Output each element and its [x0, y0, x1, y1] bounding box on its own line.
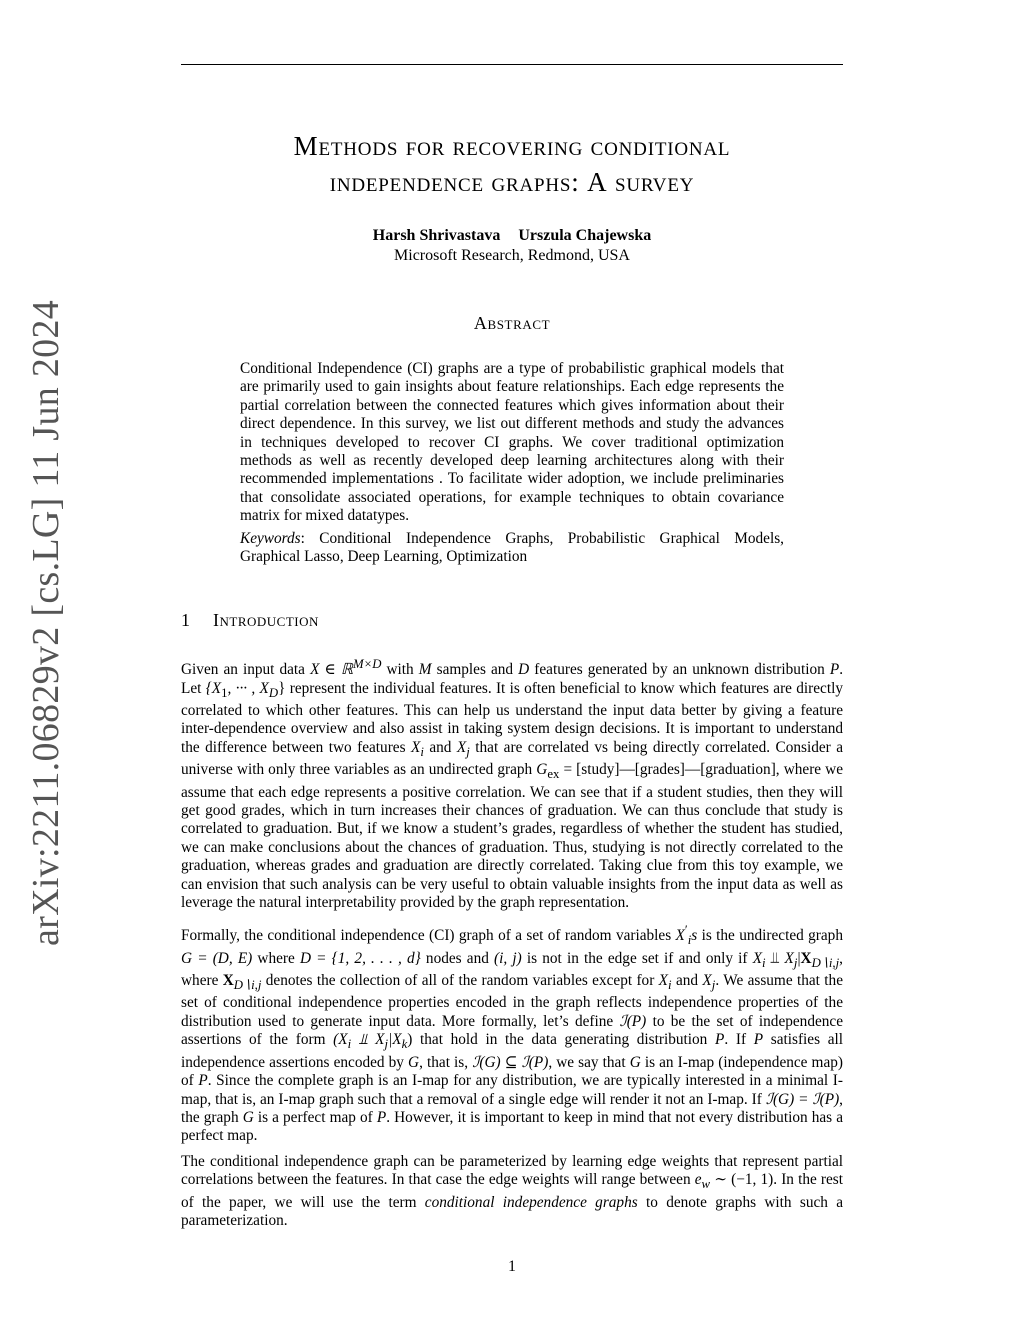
arxiv-stamp: arXiv:2211.06829v2 [cs.LG] 11 Jun 2024 [25, 299, 67, 946]
author-block [181, 226, 843, 266]
paragraph-intro-3: The conditional independence graph can be parameterized by learning edge weights that represent partial correlations between the features. In that case the edge weights will range between $e_w$ ∼ (−1, 1). In the rest of the paper, we will use the term conditional independence graphs to denote graphs with such a parameterization. [181, 1153, 843, 1230]
title-line-2: independence graphs: A survey [329, 167, 695, 197]
section-heading: 1 Introduction [181, 610, 319, 630]
author-name: Harsh Shrivastava [372, 227, 501, 244]
paragraph-intro-1: Given an input data X ∈ ℝ$^{M\times D}$ with M samples and D features generated by an unknown distribution P. Let {$X_1$, ··· , $X_D$} represent the individual features. It is often beneficial to know which features are directly correlated to which other features. This can help us understand the input data better by giving a feature inter-dependence overview and also assist in taking system design decisions. It is important to understand the difference between two features $X_i$ and $X_j$ that are correlated vs being directly correlated. Consider a universe with only three variables as an undirected graph $G_{ex}$ = [study]—[grades]—[graduation], where we assume that each edge represents a positive correlation. We can see that if a student studies, then they will get good grades, which in turn increases their chances of graduation. We can thus conclude that study is correlated to graduation. But, if we know a student’s grades, regardless of whether the student has studied, we can make conclusions about the chances of graduation. Thus, studying is not directly correlated to the graduation, whereas grades and graduation are directly correlated. Taking clue from this toy example, we can envision that such analysis can be very useful to obtain valuable insights from the input data as well as leverage the natural interpretability provided by the graph representation. [181, 657, 844, 912]
abstract-heading: Abstract [473, 313, 551, 333]
affiliation: Microsoft Research, Redmond, USA [394, 247, 630, 264]
author-name: Urszula Chajewska [518, 227, 652, 244]
abstract-text: Conditional Independence (CI) graphs are a type of probabilistic graphical models that are primarily used to gain insights about feature relationships. Each edge represents the partial correlation between the connected features which gives information about their direct dependence. In this survey, we list out different methods and study the advances in techniques developed to recover CI graphs. We cover traditional optimization methods as well as recently developed deep learning architectures along with their recommended implementations . To facilitate wider adoption, we include preliminaries that consolidate associated operations, for example techniques to obtain covariance matrix for mixed datatypes. [240, 360, 784, 525]
keywords: Keywords: Conditional Independence Graphs, Probabilistic Graphical Models, Graphical Lasso, Deep Learning, Optimization [240, 530, 784, 566]
paragraph-intro-2: Formally, the conditional independence (CI) graph of a set of random variables $X'_is$ is the undirected graph G = (D, E) where D = {1, 2, . . . , d} nodes and (i, j) is not in the edge set if and only if $X_i$ ⫫ $X_j|X_{D∖i,j}$, where $X_{D∖i,j}$ denotes the collection of all of the random variables except for $X_i$ and $X_j$. We assume that the set of conditional independence properties encoded in the graph reflects independence properties of the distribution used to generate input data. More formally, let’s define ℐ(P) to be the set of independence assertions of the form ($X_i$ ⫫ $X_j|X_k$) that hold in the data generating distribution P. If P satisfies all independence assertions encoded by G, that is, ℐ(G) ⊆ ℐ(P), we say that G is an I-map (independence map) of P. Since the complete graph is an I-map for any distribution, we are typically interested in a minimal I-map, that is, an I-map graph such that a removal of a single edge will render it not an I-map. If ℐ(G) = ℐ(P), the graph G is a perfect map of P. However, it is important to keep in mind that not every distribution has a perfect map. [181, 923, 843, 1145]
page-number: 1 [508, 1258, 516, 1275]
paper-title [181, 128, 843, 200]
top-rule [181, 64, 843, 65]
title-line-1: Methods for recovering conditional [293, 131, 731, 161]
